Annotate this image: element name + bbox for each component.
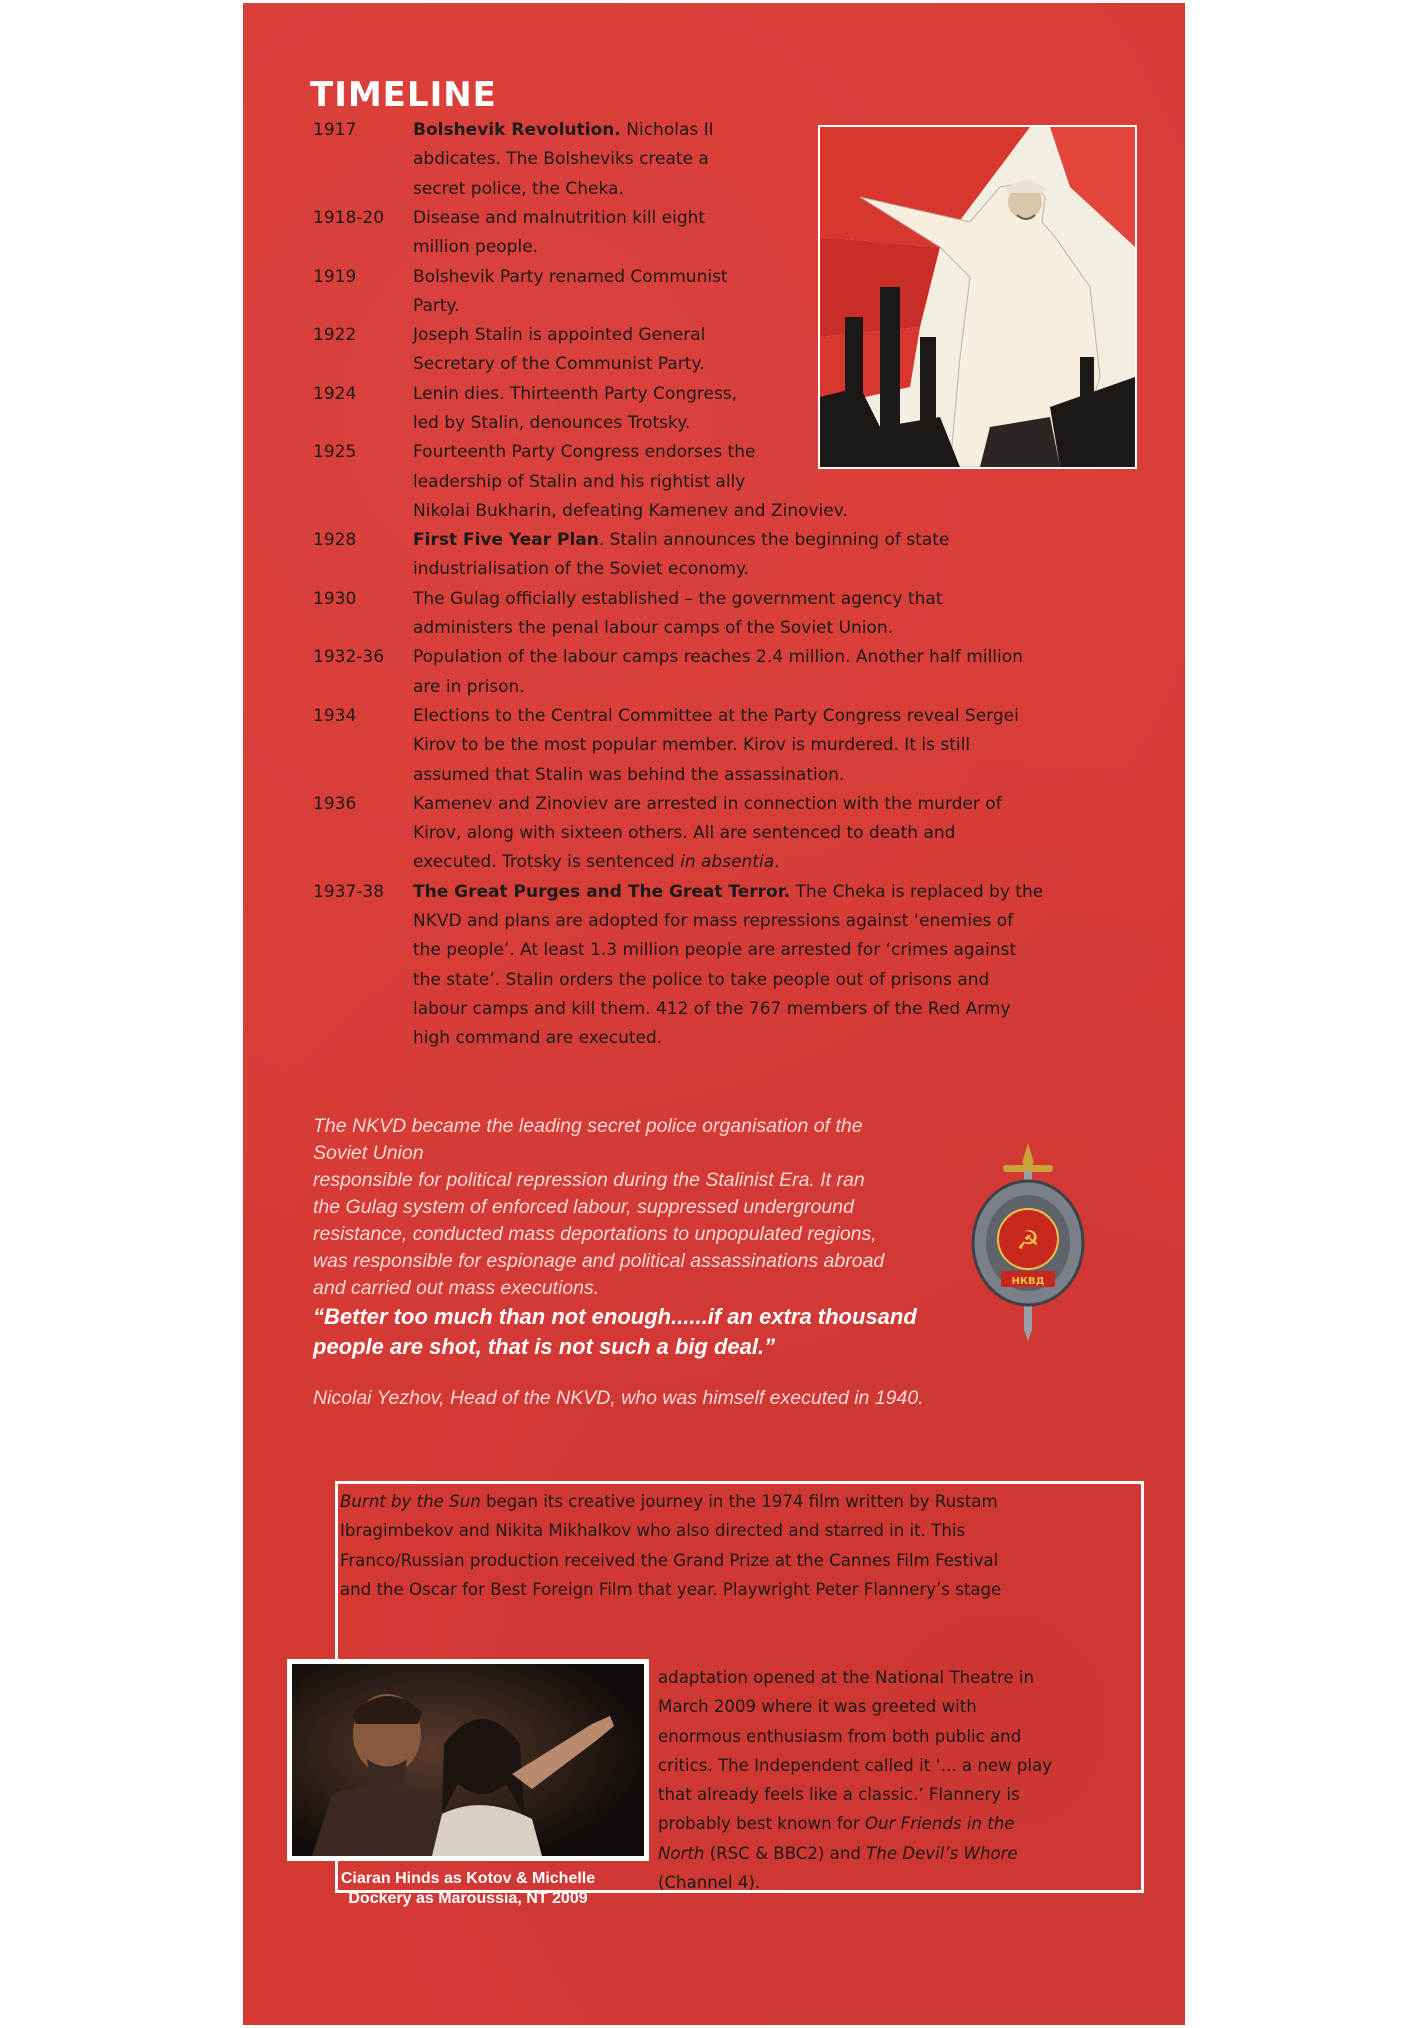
timeline-line: the people’. At least 1.3 million people are arrested for ‘crimes against (413, 940, 1016, 961)
paragraph-line: (Channel 4). (658, 1873, 761, 1893)
timeline-text (413, 790, 1002, 878)
timeline-line: industrialisation of the Soviet economy. (413, 559, 749, 580)
timeline-line: Joseph Stalin is appointed General (413, 325, 706, 346)
timeline-line: labour camps and kill them. 412 of the 767 members of the Red Army (413, 998, 1011, 1019)
timeline-year: 1937-38 (313, 881, 385, 902)
timeline-line: executed. Trotsky is sentenced in absentia. (413, 852, 780, 873)
brochure-panel (243, 3, 1185, 2025)
timeline-line: leadership of Stalin and his rightist ally (413, 471, 746, 492)
timeline-line: The Great Purges and The Great Terror. The Cheka is replaced by the (413, 881, 1044, 902)
timeline-line: The Gulag officially established – the government agency that (413, 588, 943, 609)
timeline-text (413, 116, 714, 204)
timeline-text (413, 878, 1043, 1054)
page-title: TIMELINE (310, 75, 497, 115)
timeline-line: Kirov to be the most popular member. Kirov is murdered. It is still (413, 735, 971, 756)
timeline-line: Population of the labour camps reaches 2.4 million. Another half million (413, 647, 1023, 668)
timeline-text (413, 321, 705, 380)
film-info-side-text (658, 1663, 1128, 1897)
production-photo (292, 1664, 644, 1856)
timeline-year: 1922 (313, 325, 357, 346)
svg-text:☭: ☭ (1016, 1226, 1040, 1256)
timeline-year: 1930 (313, 588, 357, 609)
nkvd-line: The NKVD became the leading secret police organisation of the Soviet Union (313, 1115, 863, 1164)
paragraph-line: probably best known for Our Friends in the (658, 1814, 1015, 1834)
paragraph-line: that already feels like a classic.’ Flannery is (658, 1785, 1020, 1805)
timeline-line: NKVD and plans are adopted for mass repressions against ‘enemies of (413, 911, 1014, 932)
caption-line: Dockery as Maroussia, NT 2009 (348, 1890, 588, 1907)
timeline-line: Party. (413, 295, 460, 316)
timeline-line: Bolshevik Revolution. Nicholas II (413, 120, 714, 140)
emblem-label: НКВД (1011, 1276, 1045, 1287)
timeline-line: Fourteenth Party Congress endorses the (413, 442, 756, 463)
timeline-year: 1917 (313, 120, 357, 140)
timeline-text (413, 643, 1023, 702)
timeline-line: led by Stalin, denounces Trotsky. (413, 412, 691, 433)
timeline-year: 1934 (313, 706, 357, 726)
production-photo-image (292, 1664, 644, 1856)
nkvd-line: resistance, conducted mass deportations to unpopulated regions, (313, 1223, 877, 1245)
paragraph-line: enormous enthusiasm from both public and (658, 1726, 1022, 1746)
timeline-line: million people. (413, 237, 539, 258)
photo-caption (283, 1869, 653, 1909)
timeline-text (413, 263, 728, 322)
poster-illustration (820, 127, 1135, 467)
timeline-text (413, 204, 705, 263)
timeline-text (413, 702, 1019, 790)
timeline-text (413, 585, 942, 644)
timeline-year: 1918-20 (313, 207, 385, 228)
timeline-line: abdicates. The Bolsheviks create a (413, 149, 709, 170)
timeline-year: 1924 (313, 383, 357, 404)
quote-attribution: Nicolai Yezhov, Head of the NKVD, who was himself executed in 1940. (313, 1387, 924, 1409)
timeline-year: 1936 (313, 793, 357, 814)
paragraph-line: March 2009 where it was greeted with (658, 1697, 977, 1717)
timeline-line: Kirov, along with sixteen others. All are sentenced to death and (413, 823, 956, 844)
timeline-year: 1928 (313, 530, 357, 551)
timeline-line: Nikolai Bukharin, defeating Kamenev and Zinoviev. (413, 500, 848, 521)
timeline-line: are in prison. (413, 676, 525, 697)
timeline-year: 1919 (313, 266, 357, 287)
nkvd-line: responsible for political repression during the Stalinist Era. It ran (313, 1169, 865, 1191)
timeline-text (413, 526, 949, 585)
timeline-line: Secretary of the Communist Party. (413, 354, 705, 375)
timeline-line: high command are executed. (413, 1028, 663, 1049)
timeline-line: Disease and malnutrition kill eight (413, 207, 706, 228)
paragraph-line: adaptation opened at the National Theatre in (658, 1668, 1035, 1687)
timeline-text (413, 438, 848, 526)
timeline-line: secret police, the Cheka. (413, 178, 624, 199)
timeline-line: Bolshevik Party renamed Communist (413, 266, 728, 287)
timeline-line: First Five Year Plan. Stalin announces the beginning of state (413, 530, 950, 551)
paragraph-line: and the Oscar for Best Foreign Film that year. Playwright Peter Flannery’s stage (340, 1579, 1002, 1599)
caption-line: Ciaran Hinds as Kotov & Michelle (340, 1870, 596, 1887)
timeline-line: Kamenev and Zinoviev are arrested in connection with the murder of (413, 793, 1002, 814)
timeline-line: Lenin dies. Thirteenth Party Congress, (413, 383, 738, 404)
timeline-line: Elections to the Central Committee at the Party Congress reveal Sergei (413, 706, 1019, 726)
film-info-text (340, 1487, 1130, 1604)
timeline-year: 1925 (313, 442, 357, 463)
nkvd-line: and carried out mass executions. (313, 1277, 600, 1299)
timeline-text (413, 380, 737, 439)
timeline-year: 1932-36 (313, 647, 385, 668)
propaganda-poster-image (818, 125, 1137, 469)
paragraph-line: Franco/Russian production received the Grand Prize at the Cannes Film Festival (340, 1550, 999, 1570)
timeline-line: assumed that Stalin was behind the assassination. (413, 764, 845, 785)
paragraph-line: North (RSC & BBC2) and The Devil’s Whore (658, 1843, 1018, 1863)
paragraph-line: critics. The Independent called it ‘... a new play (658, 1755, 1053, 1775)
nkvd-line: was responsible for espionage and political assassinations abroad (313, 1250, 885, 1272)
quote-line: “Better too much than not enough......if an extra thousand (313, 1304, 917, 1329)
quote-line: people are shot, that is not such a big deal.” (313, 1334, 776, 1359)
timeline-line: administers the penal labour camps of the Soviet Union. (413, 618, 894, 639)
nkvd-description (313, 1113, 913, 1302)
paragraph-line: Ibragimbekov and Nikita Mikhalkov who also directed and starred in it. This (340, 1521, 966, 1541)
timeline-line: the state’. Stalin orders the police to take people out of prisons and (413, 969, 990, 990)
paragraph-line: Burnt by the Sun began its creative journey in the 1974 film written by Rustam (340, 1492, 998, 1511)
yezhov-quote (313, 1302, 1013, 1362)
nkvd-line: the Gulag system of enforced labour, suppressed underground (313, 1196, 854, 1218)
